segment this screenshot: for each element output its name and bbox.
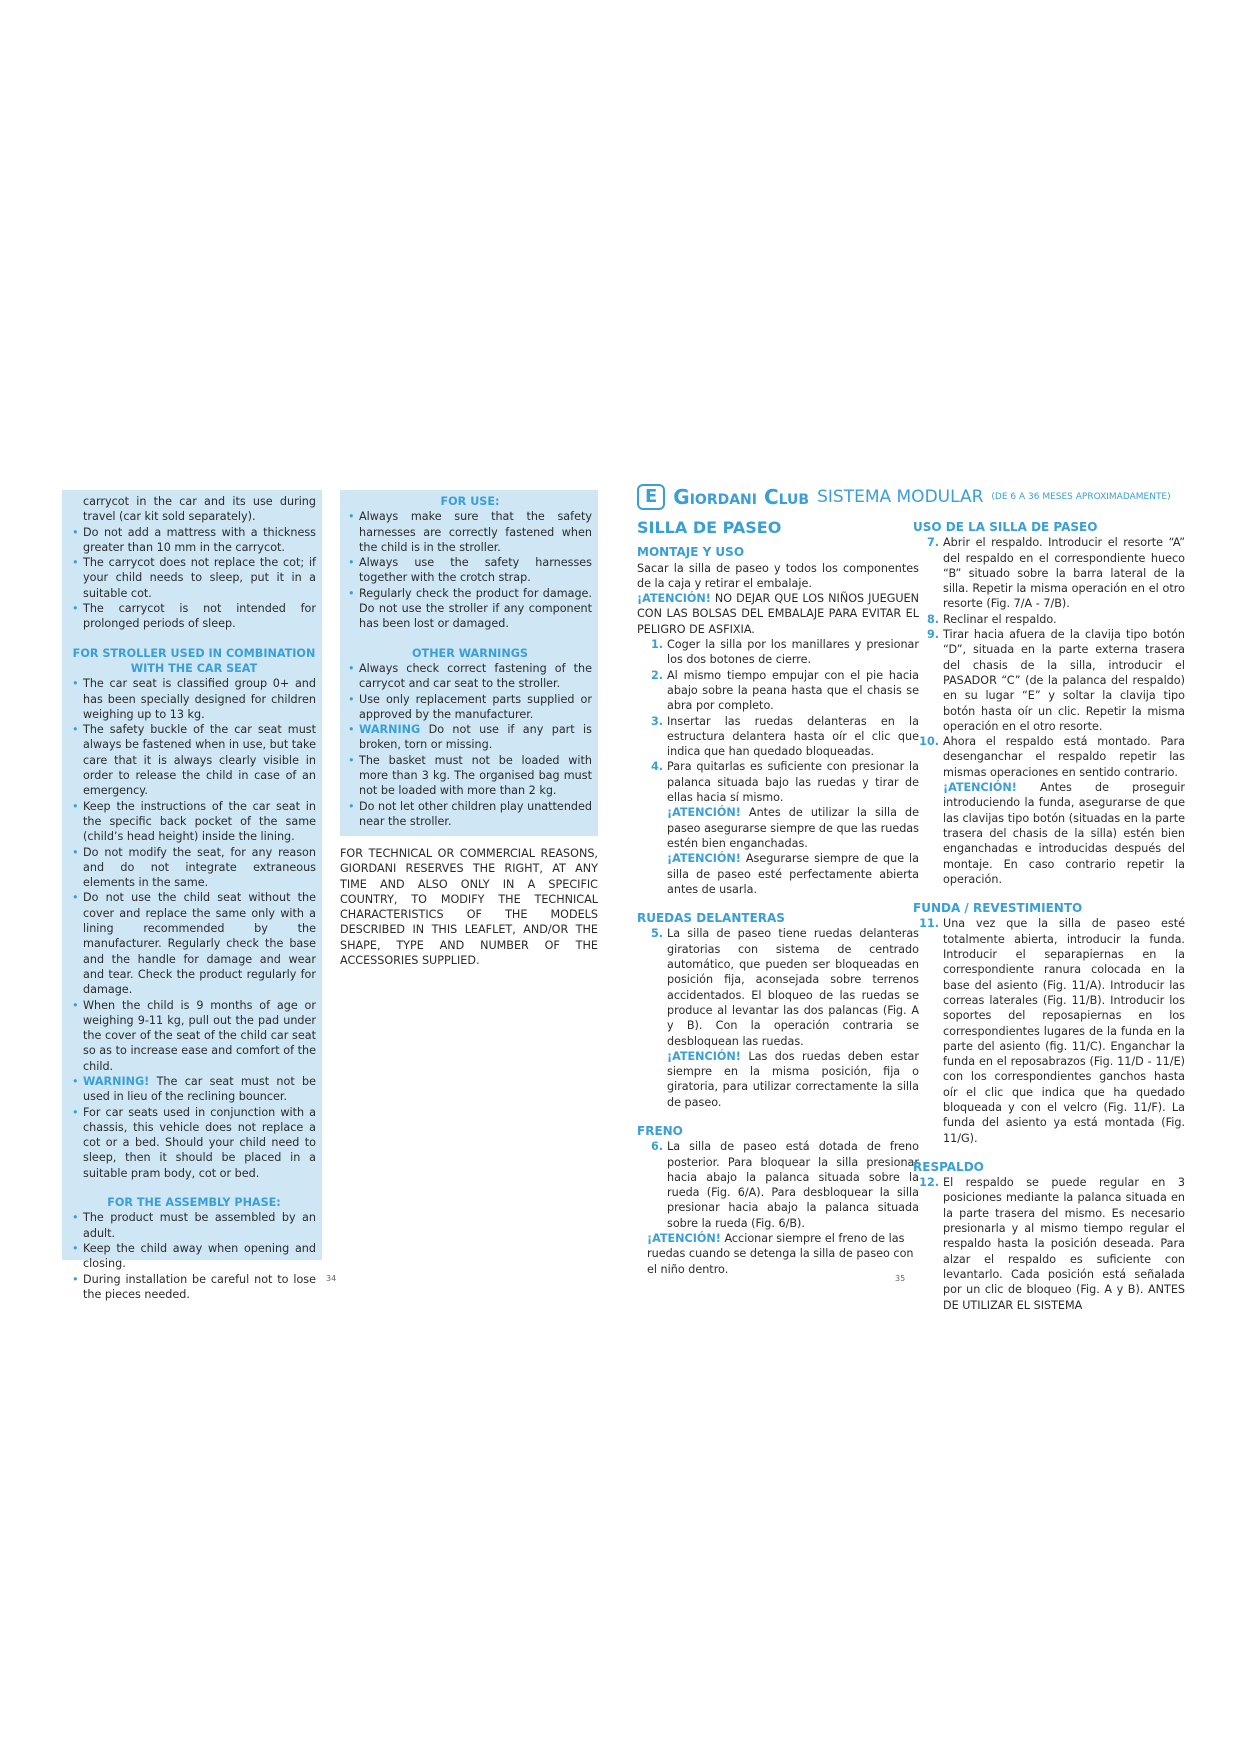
step-11: 11. Una vez que la silla de paseo esté totalmente abierta, introducir la funda. Introducir el separapiernas en la correspondiente ranura colocada en la base del asiento (Fig. 11/A). Introducir las correas laterales (Fig. 11/B). Introducir los soportes del reposapiernas en los correspondientes lugares de la funda en la parte del asiento (fig. 11/C). Enganchar la funda en el reposabrazos (Fig. 11/D - 11/E) con los correspondientes ganchos hasta oír el clic que indica que ha quedado bloqueada y con el velcro (Fig. 11/F). La funda del asiento ya está montada (Fig. 11/G). [919,917,1185,1145]
list-item: • Keep the child away when opening and closing. [72,1241,316,1272]
list-item: • Always make sure that the safety harnesses are correctly fastened when the child is in the stroller. [348,509,592,555]
atencion-4: ¡ATENCIÓN! Las dos ruedas deben estar siempre en la misma posición, fija o giratoria, para utilizar correctamente la silla de paseo. [667,1049,919,1109]
list-item: • Regularly check the product for damage. Do not use the stroller if any component has been lost or damaged. [348,586,592,632]
montaje-atencion: ¡ATENCIÓN! NO DEJAR QUE LOS NIÑOS JUEGUEN CON LAS BOLSAS DEL EMBALAJE PARA EVITAR EL PELIGRO DE ASFIXIA. [637,592,919,636]
heading-for-use: FOR USE: [440,495,500,508]
step-item: 3. Insertar las ruedas delanteras en la estructura delantera hasta oír el clic que indica que han quedado bloqueadas. [650,714,919,759]
heading-ruedas: RUEDAS DELANTERAS [637,911,785,926]
car-seat-warning: • WARNING! The car seat must not be used in lieu of the reclining bouncer. [72,1074,316,1105]
brand-name: Giordani Club [673,485,810,509]
atencion-3: ¡ATENCIÓN! Asegurarse siempre de que la silla de paseo esté perfectamente abierta antes de usarla. [667,852,919,896]
step-12: 12. El respaldo se puede regular en 3 posiciones mediante la palanca situada en la parte trasera del mismo. Es necesario presionarla y al mismo tiempo regular el respaldo hasta la posición deseada. Para alzar el respaldo es suficiente con levantarlo. Cada posición está señalada por un clic de bloqueo (Fig. A y B). ANTES DE UTILIZAR EL SISTEMA [919,1176,1185,1312]
age-range: (DE 6 A 36 MESES APROXIMADAMENTE) [991,492,1171,502]
heading-freno: FRENO [637,1123,683,1138]
step-5: 5. La silla de paseo tiene ruedas delanteras giratorias con sistema de centrado automático, que pueden ser bloqueadas en posición fija, aconsejada sobre terrenos accidentados. El bloqueo de las ruedas se produce al levantar las dos palancas (Fig. A y B). Con la operación contraria se desbloquean las ruedas. [650,927,919,1048]
left-column-1 [62,490,322,1301]
heading-assembly: FOR THE ASSEMBLY PHASE: [107,1196,281,1210]
step-item: 9. Tirar hacia afuera de la clavija tipo botón “D”, situada en la parte externa trasera del chasis de la silla, introducir el PASADOR “C” (de la palanca del respaldo) en su lugar “E” y soltar la clavija tipo botón hasta oír un clic. Repetir la misma operación en el otro resorte. [926,628,1185,733]
uso-atencion: ¡ATENCIÓN! Antes de proseguir introduciendo la funda, asegurarse de que las clavijas tipo botón (situadas en la parte trasera del chasis de la silla) estén bien enganchadas e introducidas después del montaje. En caso contrario repetir la operación. [943,781,1185,886]
for-use-bullet-list [348,509,592,631]
assembly-bullet-list [72,1210,316,1302]
list-item: • Do not add a mattress with a thickness greater than 10 mm in the carrycot. [72,525,316,556]
heading-funda: FUNDA / REVESTIMIENTO [913,901,1083,916]
other-warnings-list-2 [348,753,592,829]
montaje-steps [637,637,919,805]
heading-respaldo: RESPALDO [913,1159,984,1174]
car-seat-bullet-list [72,676,316,1074]
other-warning: • WARNING Do not use if any part is broken, torn or missing. [348,722,592,753]
step-item: 8. Reclinar el respaldo. [926,612,1057,626]
carrycot-bullet-list [72,525,316,632]
list-item: • Always check correct fastening of the carrycot and car seat to the stroller. [348,661,592,692]
heading-car-seat: FOR STROLLER USED IN COMBINATION WITH THE CAR SEAT [72,646,316,675]
heading-montaje: MONTAJE Y USO [637,545,745,560]
technical-notice: FOR TECHNICAL OR COMMERCIAL REASONS, GIORDANI RESERVES THE RIGHT, AT ANY TIME AND ALSO ONLY IN A SPECIFIC COUNTRY, TO MODIFY THE TECHNICAL CHARACTERISTICS OF THE MODELS DESCRIBED IN THIS LEAFLET, AND/OR THE SHAPE, TYPE AND NUMBER OF THE ACCESSORIES SUPPLIED. [340,847,598,968]
step-item: 10. Ahora el respaldo está montado. Para desenganchar el respaldo repetir las mismas operaciones en sentido contrario. [919,735,1185,779]
list-item: • Do not modify the seat, for any reason and do not integrate extraneous elements in the same. [72,845,316,891]
system-name: SISTEMA MODULAR [817,487,984,507]
atencion-5: ¡ATENCIÓN! Accionar siempre el freno de las ruedas cuando se detenga la silla de paseo con el niño dentro. [647,1232,914,1276]
list-item: • Do not use the child seat without the cover and replace the same only with a lining recommended by the manufacturer. Regularly check the base and the handle for damage and wear and tear. Check the product regularly for damage. [72,890,316,997]
step-6: 6. La silla de paseo está dotada de freno posterior. Para bloquear la silla presionar hacia abajo la palanca situada sobre la rueda (Fig. 6/A). Para desbloquear la silla presionar hacia abajo la palanca situada sobre la rueda (Fig. 6/B). [650,1140,919,1230]
other-warnings-list [348,661,592,722]
step-item: 7. Abrir el respaldo. Introducir el resorte “A” del respaldo en el correspondiente hueco “B” situado sobre la barra lateral de la silla. Repetir la misma operación en el otro resorte (Fig. 7/A - 7/B). [926,536,1185,611]
step-item: 2. Al mismo tiempo empujar con el pie hacia abajo sobre la peana hasta que el chasis se abra por completo. [650,668,919,713]
right-column-2 [913,520,1185,1313]
page-number-right: 35 [895,1274,906,1283]
step-item: 1. Coger la silla por los manillares y presionar los dos botones de cierre. [650,638,919,667]
list-item: • For car seats used in conjunction with a chassis, this vehicle does not replace a cot or a bed. Should your child need to sleep, then it should be placed in a suitable pram body, cot or bed. [72,1105,316,1181]
list-item: • The product must be assembled by an adult. [72,1210,316,1241]
list-item: • During installation be careful not to lose the pieces needed. [72,1272,316,1303]
car-seat-bullet-list-2 [72,1105,316,1181]
heading-uso-silla: USO DE LA SILLA DE PASEO [913,520,1098,534]
heading-other-warnings: OTHER WARNINGS [412,646,528,660]
other-warnings-warning-list [348,722,592,753]
list-item: • The basket must not be loaded with more than 3 kg. The organised bag must not be loaded with more than 2 kg. [348,753,592,799]
atencion-2: ¡ATENCIÓN! Antes de utilizar la silla de paseo asegurarse siempre de que las ruedas estén bien enganchadas. [667,806,919,850]
montaje-intro: Sacar la silla de paseo y todos los componentes de la caja y retirar el embalaje. [637,561,919,590]
left-column-2-notice [340,846,598,968]
section-title [637,484,1171,510]
list-item: • When the child is 9 months of age or weighing 9-11 kg, pull out the pad under the cover of the seat of the child car seat so as to increase ease and comfort of the child. [72,998,316,1074]
list-item: • The car seat is classified group 0+ and has been specially designed for children weighing up to 13 kg. [72,676,316,722]
list-item: • Keep the instructions of the car seat in the specific back pocket of the same (child’s head height) inside the lining. [72,799,316,845]
page-number-left: 34 [326,1274,337,1283]
heading-silla-de-paseo: SILLA DE PASEO [637,518,782,537]
list-item: • Always use the safety harnesses together with the crotch strap. [348,555,592,586]
uso-steps [913,535,1185,780]
car-seat-warning-list [72,1074,316,1105]
list-item: • Do not let other children play unattended near the stroller. [348,799,592,830]
right-column-1 [637,520,919,1277]
list-item: • The carrycot does not replace the cot; if your child needs to sleep, put it in a suitable cot. [72,555,316,601]
list-item: • The safety buckle of the car seat must always be fastened when in use, but take care that it is always clearly visible in order to release the child in case of an emergency. [72,722,316,798]
list-item: • The carrycot is not intended for prolonged periods of sleep. [72,601,316,632]
carrycot-intro: carrycot in the car and its use during travel (car kit sold separately). [83,495,316,524]
language-badge: E [637,484,665,510]
list-item: • Use only replacement parts supplied or approved by the manufacturer. [348,692,592,723]
left-column-2-panel [340,490,598,836]
step-item: 4. Para quitarlas es suficiente con presionar la palanca situada bajo las ruedas y tirar de ellas hacia sí mismo. [650,760,919,805]
